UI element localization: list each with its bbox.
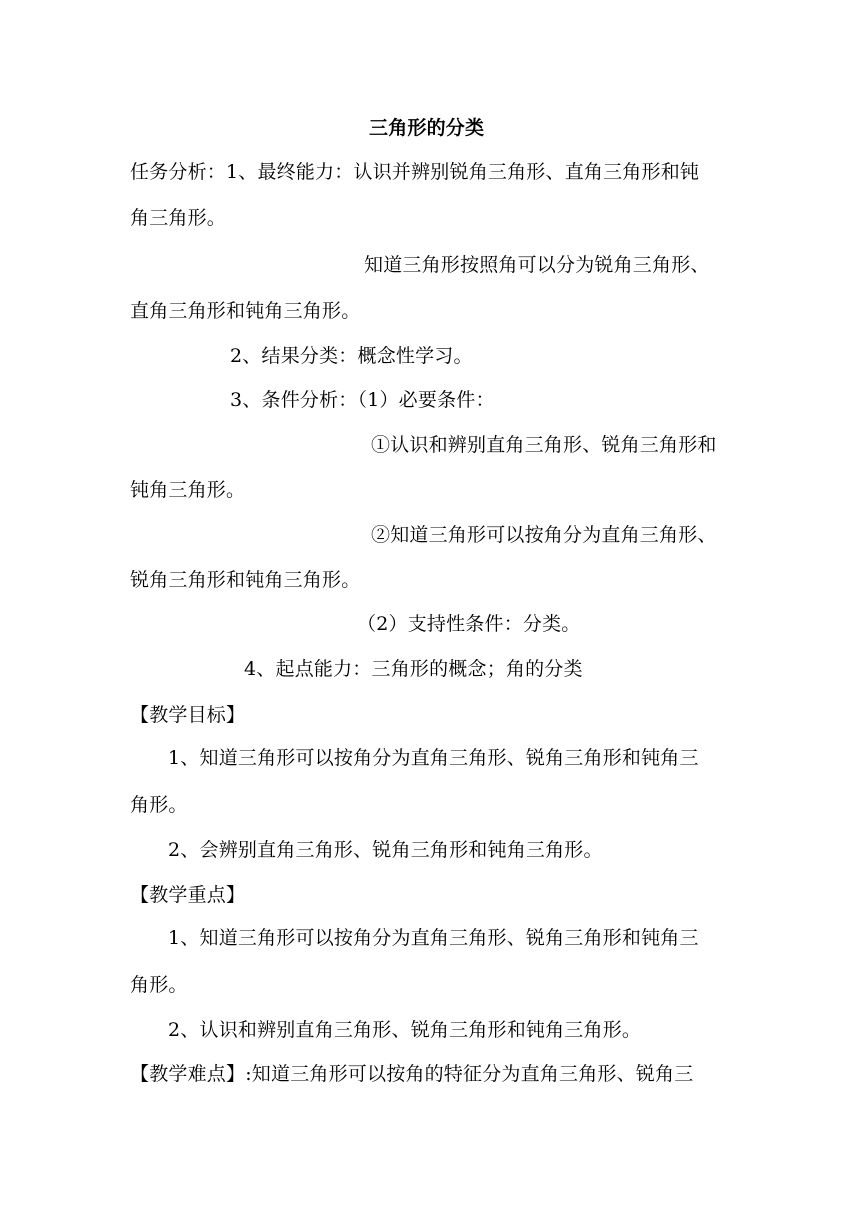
section-heading-teaching-difficulty: 【教学难点】:知道三角形可以按角的特征分为直角三角形、锐角三 [130,1063,694,1085]
text-line: ①认识和辨别直角三角形、锐角三角形和 [371,434,717,456]
text-line: 角形。 [130,794,188,816]
text-line-task-analysis: 任务分析：1、最终能力：认识并辨别锐角三角形、直角三角形和钝 [130,161,700,183]
text-line: ②知道三角形可以按角分为直角三角形、 [371,524,717,546]
text-line: 2、会辨别直角三角形、锐角三角形和钝角三角形。 [168,839,603,861]
text-line: 1、知道三角形可以按角分为直角三角形、锐角三角形和钝角三 [168,747,699,769]
text-line-result-category: 2、结果分类：概念性学习。 [230,345,473,367]
text-line-starting-ability: 4、起点能力：三角形的概念；角的分类 [244,658,583,680]
text-line: 角形。 [130,974,188,996]
text-line: 知道三角形按照角可以分为锐角三角形、 [364,254,710,276]
section-heading-teaching-goals: 【教学目标】 [130,704,246,726]
text-line: 锐角三角形和钝角三角形。 [130,569,361,591]
text-line: （2）支持性条件：分类。 [357,613,581,635]
section-heading-teaching-focus: 【教学重点】 [130,884,246,906]
text-line: 钝角三角形。 [130,479,246,501]
text-line: 直角三角形和钝角三角形。 [130,300,361,322]
page-title: 三角形的分类 [369,117,485,139]
text-line: 角三角形。 [130,207,227,229]
text-line: 1、知道三角形可以按角分为直角三角形、锐角三角形和钝角三 [168,927,699,949]
text-line: 2、认识和辨别直角三角形、锐角三角形和钝角三角形。 [168,1019,642,1041]
text-line-condition-analysis: 3、条件分析：（1）必要条件： [230,389,495,411]
